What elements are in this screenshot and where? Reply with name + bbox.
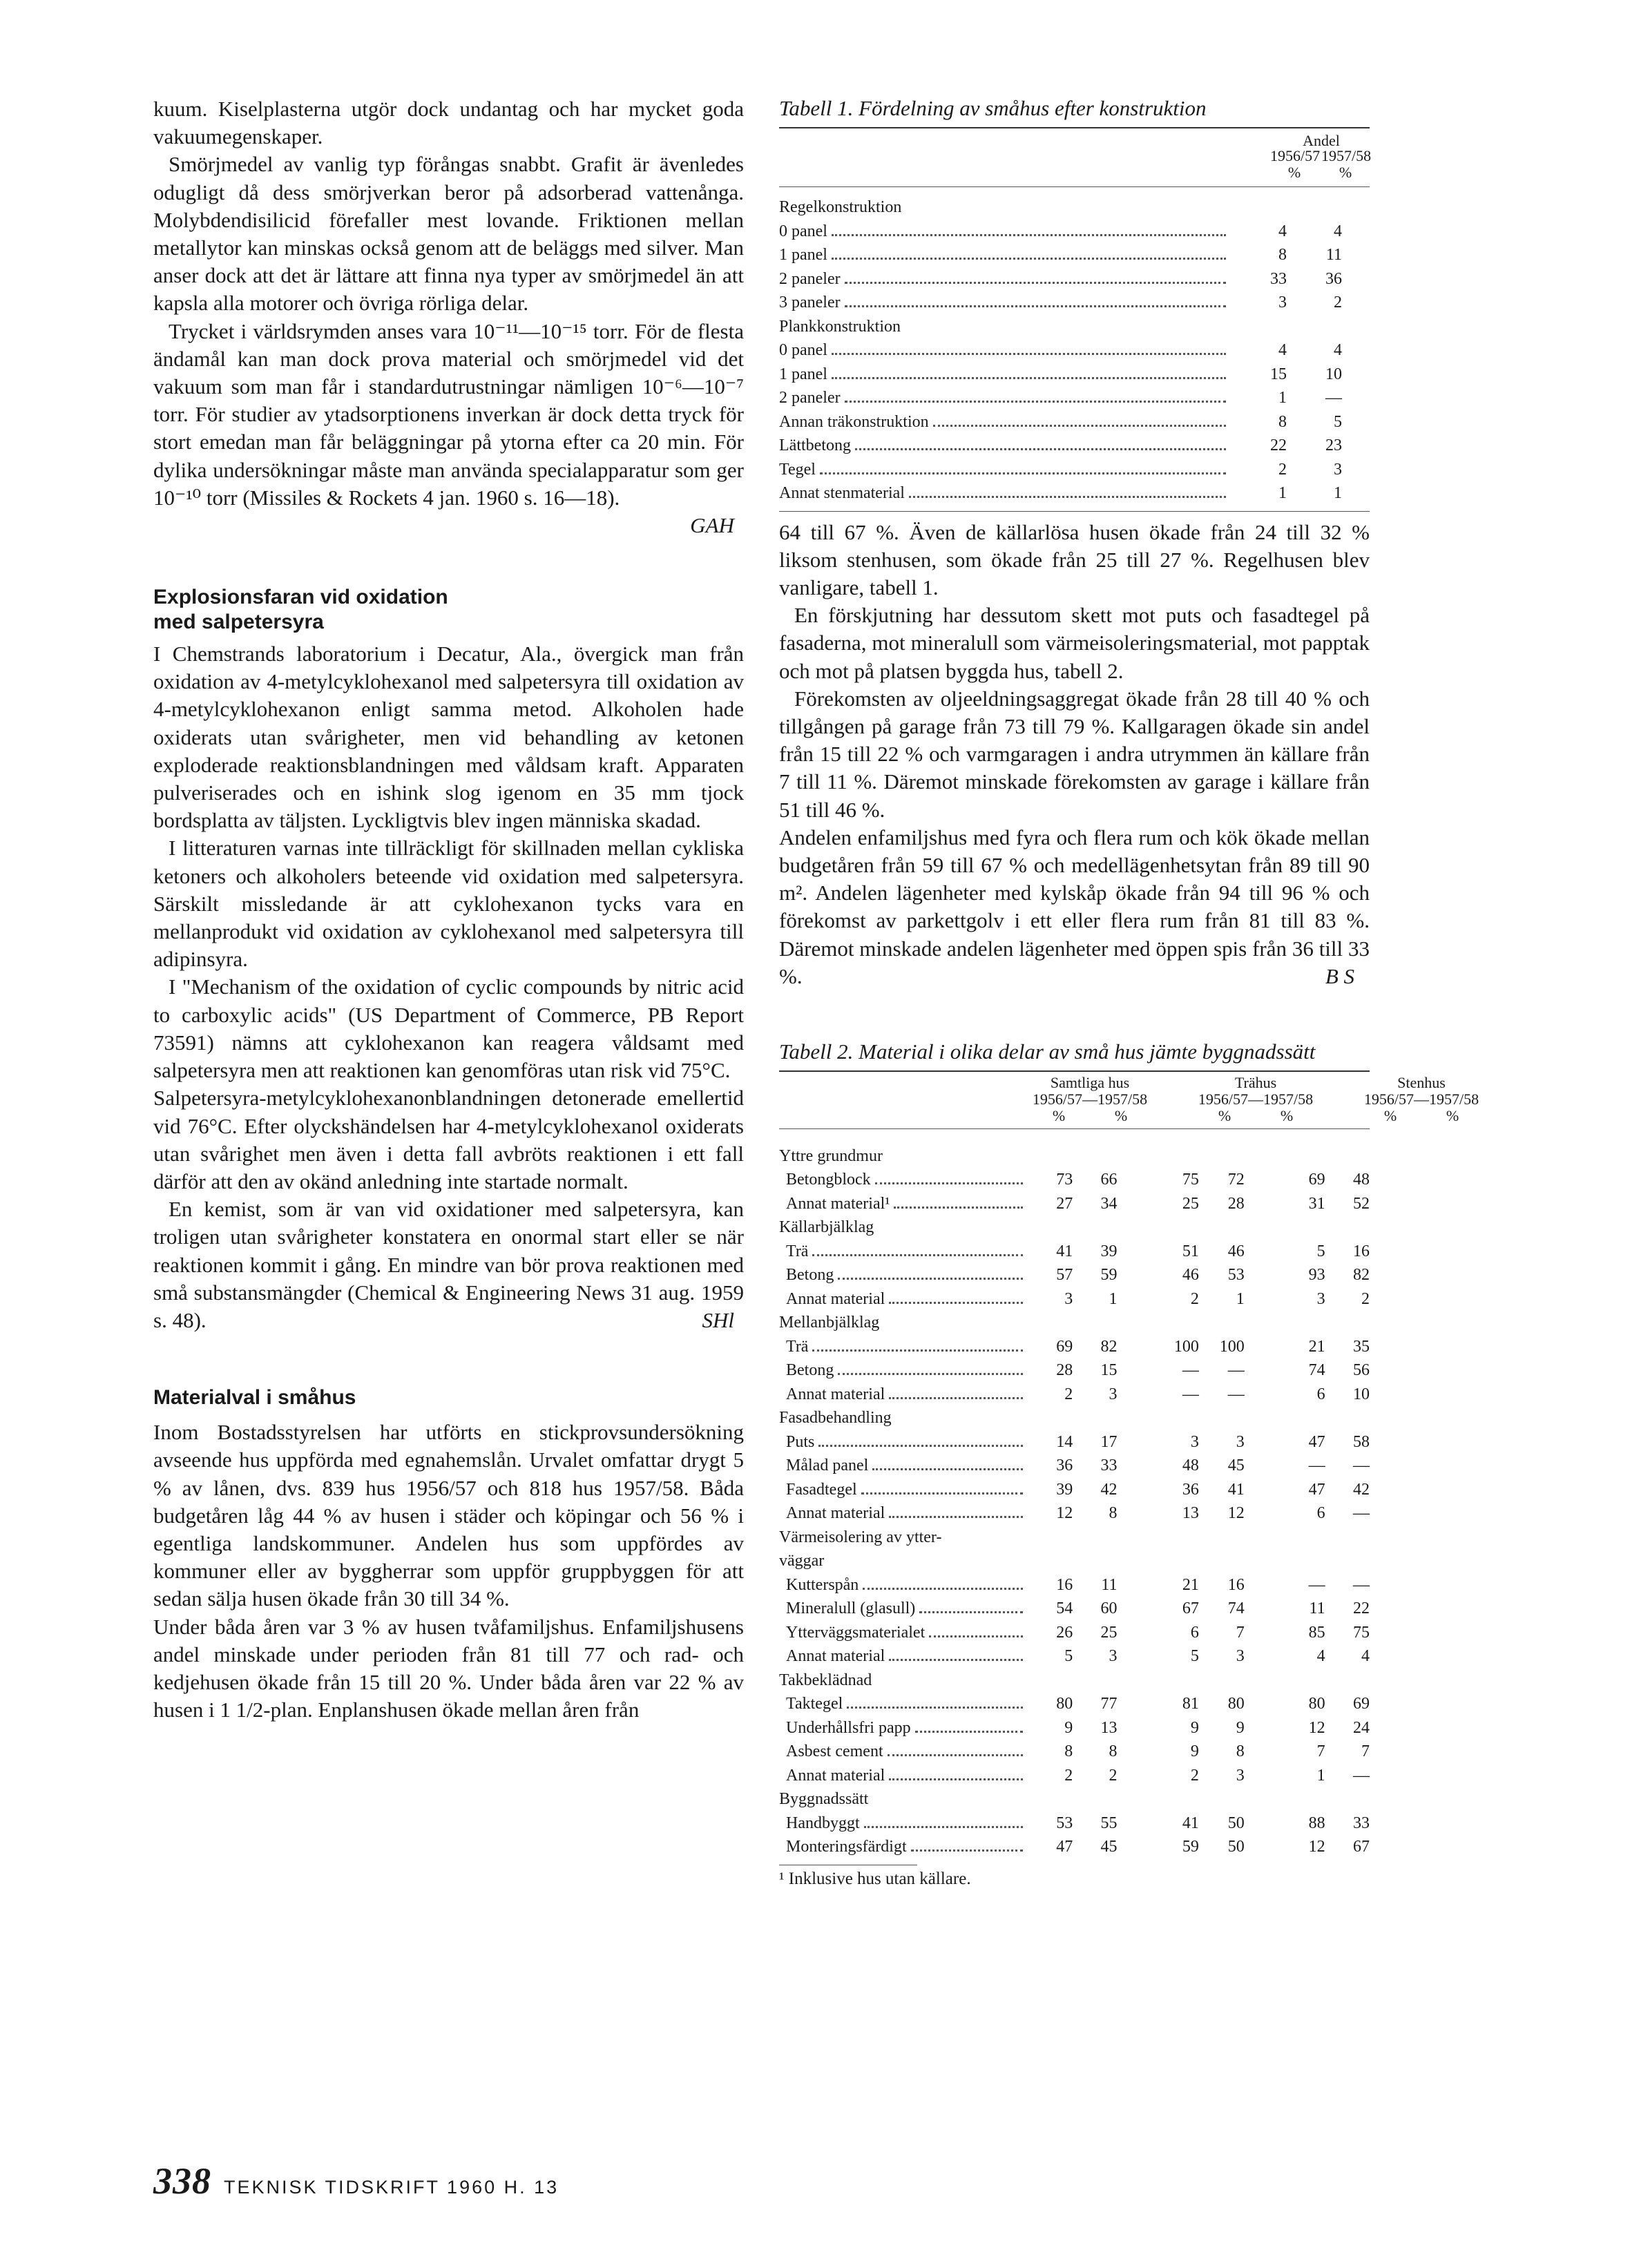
table-cell: 57 [1056, 1266, 1073, 1285]
table-row [779, 1240, 1370, 1264]
table-row [779, 1740, 1370, 1764]
table-cell: — [1182, 1361, 1199, 1380]
table-row [779, 1644, 1370, 1669]
table-cell: 11 [1325, 246, 1342, 264]
table-row-label: Kutterspån [786, 1575, 859, 1594]
table-cell: 74 [1227, 1599, 1245, 1618]
table-row [779, 1787, 1370, 1811]
table-cell: 100 [1219, 1337, 1245, 1356]
table-group-header: Trähus [1234, 1073, 1277, 1091]
table-row-label: Annat material [786, 1766, 885, 1785]
table-cell: 3 [1236, 1647, 1245, 1666]
table-row-label: Taktegel [786, 1695, 843, 1713]
table-cell: 1 [1278, 484, 1287, 502]
table-row-label: Annan träkonstruktion [779, 412, 929, 431]
table-cell: 5 [1316, 1242, 1325, 1260]
table-section-label: Källarbjälklag [779, 1218, 874, 1237]
table-header-year: 1956/57 [1270, 147, 1321, 164]
table-cell: — [1308, 1457, 1325, 1475]
table-cell: 15 [1100, 1361, 1118, 1380]
table-unit-header: % [1218, 1106, 1231, 1124]
table-row-label: Mineralull (glasull) [786, 1599, 916, 1618]
table-row [779, 220, 1370, 244]
table-cell: 10 [1353, 1385, 1370, 1403]
table-cell: 50 [1227, 1814, 1245, 1832]
page-number: 338 [153, 2160, 211, 2202]
table-unit-header: % [1280, 1106, 1294, 1124]
table-cell: 66 [1100, 1171, 1118, 1189]
table-row-label: Annat material [786, 1385, 885, 1403]
paragraph: 64 till 67 %. Även de källarlösa husen ökade från 24 till 32 % liksom stenhusen, som ökade från 25 till 27 %. Regelhusen blev vanligare, tabell 1. [779, 519, 1370, 599]
table-row [779, 1716, 1370, 1740]
table-cell: — [1353, 1575, 1370, 1594]
table-cell: 24 [1353, 1718, 1370, 1737]
table-cell: 42 [1353, 1480, 1370, 1499]
table-header-unit: % [1339, 164, 1352, 181]
table-cell: 28 [1056, 1361, 1073, 1380]
table-row [779, 1215, 1370, 1240]
table-cell: 4 [1278, 341, 1287, 359]
table-header [779, 128, 1370, 186]
table-row [779, 1764, 1370, 1788]
table-cell: 47 [1056, 1838, 1073, 1856]
table-cell: 5 [1190, 1647, 1199, 1666]
table-cell: 39 [1056, 1480, 1073, 1499]
table-cell: — [1182, 1385, 1199, 1403]
table-cell: 3 [1109, 1385, 1118, 1403]
paragraph: I litteraturen varnas inte tillräckligt för skillnaden mellan cykliska ketoners och alkoholers beteende vid oxidation med salpetersyra. Särskilt missledande är att cyklohexanon tycks vara en mellanprodukt vid oxidation av cyklohexanol med salpetersyra till adipinsyra. [153, 836, 744, 972]
paragraph: Trycket i världsrymden anses vara 10⁻¹¹—10⁻¹⁵ torr. För de flesta ändamål kan man dock prova material och smörjmedel vid det vakuum som man får i standardutrustningar nämligen 10⁻⁶—10⁻⁷ torr. För studier av ytadsorptionens inverkan är dock detta tryck för stort emedan man får beläggningar på ytorna efter ca 20 min. För dylika undersökningar måste man använda specialapparatur som ger 10⁻¹⁰ torr (Missiles & Rockets 4 jan. 1960 s. 16—18). [153, 318, 744, 510]
table-cell: 80 [1056, 1695, 1073, 1713]
table-row [779, 1835, 1370, 1859]
table-row [779, 1573, 1370, 1597]
table-group-header: Stenhus [1397, 1073, 1446, 1091]
table-cell: 16 [1353, 1242, 1370, 1260]
section-heading: Materialval i småhus [153, 1386, 356, 1410]
table-cell: 11 [1309, 1599, 1325, 1618]
table-section-label: Fasadbehandling [779, 1409, 892, 1428]
table-unit-header: % [1052, 1106, 1066, 1124]
table-cell: 9 [1236, 1718, 1245, 1737]
table-cell: 41 [1182, 1814, 1199, 1832]
table-row-label: Tegel [779, 460, 816, 479]
table-row-label: 0 panel [779, 341, 827, 359]
table-row [779, 1811, 1370, 1836]
table-cell: — [1308, 1575, 1325, 1594]
table-group-header: Samtliga hus [1050, 1073, 1130, 1091]
table-cell: 34 [1100, 1194, 1118, 1213]
table-cell: 12 [1308, 1718, 1325, 1737]
table-cell: 3 [1278, 294, 1287, 311]
table-cell: 74 [1308, 1361, 1325, 1380]
table-cell: 33 [1270, 269, 1287, 288]
table-cell: 15 [1270, 365, 1287, 383]
author-signature: B S [1325, 963, 1354, 988]
table-row [779, 1383, 1370, 1407]
table-cell: — [1227, 1361, 1245, 1380]
table-cell: 3 [1064, 1289, 1073, 1308]
table-row [779, 481, 1370, 506]
table-cell: 2 [1064, 1766, 1073, 1785]
table-row [779, 1597, 1370, 1621]
table-row [779, 1454, 1370, 1478]
table-cell: 41 [1056, 1242, 1073, 1260]
table-row [779, 1168, 1370, 1192]
table-cell: 2 [1278, 460, 1287, 479]
table-row-label: Betong [786, 1266, 834, 1285]
table-cell: 59 [1182, 1838, 1199, 1856]
table-cell: 8 [1109, 1504, 1118, 1523]
table-cell: 33 [1353, 1814, 1370, 1832]
table-cell: 6 [1316, 1385, 1325, 1403]
table-cell: 5 [1334, 412, 1342, 431]
paragraph: Inom Bostadsstyrelsen har utförts en stickprovsundersökning avseende hus uppförda med egnahemslån. Urvalet omfattar drygt 5 % av lånen, dvs. 839 hus 1956/57 och 818 hus 1957/58. Båda budgetåren låg 44 % av husen i städer och köpingar och 56 % i egentliga landskommuner. Andelen hus som uppfördes av kommuner eller av byggherrar som uppför gruppbyggen för att sedan sälja husen ökade från 30 till 34 %. [153, 1420, 744, 1611]
table-cell: 60 [1100, 1599, 1118, 1618]
table-row-label: Annat material [786, 1647, 885, 1666]
table-row [779, 363, 1370, 387]
table-row [779, 1621, 1370, 1645]
table-cell: 47 [1308, 1432, 1325, 1451]
table-cell: 85 [1308, 1623, 1325, 1642]
table-row-label: Asbest cement [786, 1742, 883, 1761]
table-cell: 11 [1101, 1575, 1118, 1594]
table-row [779, 1358, 1370, 1383]
table-row-label: Annat material [786, 1289, 885, 1308]
table-row-label: Annat material [786, 1504, 885, 1523]
table-cell: 23 [1325, 436, 1342, 454]
author-signature: GAH [690, 513, 734, 538]
table-cell: 9 [1190, 1742, 1199, 1761]
table-unit-header: % [1383, 1106, 1397, 1124]
table-cell: 69 [1056, 1337, 1073, 1356]
table-row-label: Annat material¹ [786, 1194, 890, 1213]
table-row [779, 410, 1370, 434]
table-cell: 2 [1190, 1766, 1199, 1785]
table-cell: 80 [1227, 1695, 1245, 1713]
table-section-label: Takbeklädnad [779, 1671, 872, 1689]
table-cell: 4 [1278, 222, 1287, 240]
table-cell: 36 [1325, 269, 1342, 288]
table-cell: 81 [1182, 1695, 1199, 1713]
table-cell: 28 [1227, 1194, 1245, 1213]
table-cell: 16 [1056, 1575, 1073, 1594]
table-unit-header: % [1114, 1106, 1128, 1124]
table-cell: 1 [1316, 1766, 1325, 1785]
table-cell: 69 [1353, 1695, 1370, 1713]
table-cell: 33 [1100, 1457, 1118, 1475]
table-cell: 50 [1227, 1838, 1245, 1856]
table-cell: 3 [1109, 1647, 1118, 1666]
table-cell: — [1227, 1385, 1245, 1403]
table-row-label: 3 paneler [779, 294, 841, 311]
table-row-label: Handbyggt [786, 1814, 860, 1832]
table-cell: 67 [1182, 1599, 1199, 1618]
table-row [779, 1669, 1370, 1693]
left-column [153, 95, 744, 1724]
table-header-year: 1957/58 [1321, 147, 1372, 164]
table-cell: 14 [1056, 1432, 1073, 1451]
table-cell: 48 [1182, 1457, 1199, 1475]
table-cell: 22 [1270, 436, 1287, 454]
table-years-header: 1956/57—1957/58 [1198, 1090, 1314, 1108]
paragraph: Andelen enfamiljshus med fyra och flera rum och kök ökade mellan budgetåren från 59 till 67 % och medellägenhetsytan från 89 till 90 m². Andelen lägenheter med kylskåp ökade från 94 till 96 % och förekomst av parkettgolv i ett eller flera rum från 81 till 83 %. Däremot minskade andelen lägenheter med öppen spis från 36 till 33 %. [779, 825, 1370, 988]
table-row-label: 1 panel [779, 365, 827, 383]
table-cell: 75 [1182, 1171, 1199, 1189]
table-header-unit: % [1287, 164, 1301, 181]
table-cell: 8 [1236, 1742, 1245, 1761]
table-section-label: väggar [779, 1552, 825, 1570]
table-cell: 9 [1190, 1718, 1199, 1737]
table-row-label: Monteringsfärdigt [786, 1838, 907, 1856]
table-cell: 25 [1100, 1623, 1118, 1642]
table-cell: 13 [1182, 1504, 1199, 1523]
table-header [779, 1072, 1479, 1128]
table-cell: 8 [1064, 1742, 1073, 1761]
table-cell: 3 [1236, 1766, 1245, 1785]
table-cell: 6 [1316, 1504, 1325, 1523]
table-row-label: Trä [786, 1242, 809, 1260]
table-cell: 22 [1353, 1599, 1370, 1618]
table-row [779, 267, 1370, 291]
table-row [779, 1263, 1370, 1287]
table-cell: 36 [1056, 1457, 1073, 1475]
table-cell: 45 [1227, 1457, 1245, 1475]
table-cell: 21 [1182, 1575, 1199, 1594]
table-cell: 1 [1236, 1289, 1245, 1308]
footnote: ¹ Inklusive hus utan källare. [779, 1869, 971, 1888]
table-row [779, 1144, 1370, 1169]
table-cell: 8 [1109, 1742, 1118, 1761]
table-row [779, 1478, 1370, 1502]
table-row [779, 386, 1370, 410]
table-years-header: 1956/57—1957/58 [1363, 1090, 1479, 1108]
table-cell: 35 [1353, 1337, 1370, 1356]
table [779, 1144, 1370, 1859]
table-cell: — [1353, 1766, 1370, 1785]
table-cell: 8 [1278, 412, 1287, 431]
table-cell: 7 [1316, 1742, 1325, 1761]
table-row-label: Betongblock [786, 1171, 871, 1189]
table-row [779, 1192, 1370, 1216]
table-cell: 2 [1361, 1289, 1370, 1308]
table-cell: 31 [1308, 1194, 1325, 1213]
table-title: Tabell 2. Material i olika delar av små hus jämte byggnadssätt [779, 1039, 1316, 1064]
table-cell: 27 [1056, 1194, 1073, 1213]
journal-name: TEKNISK TIDSKRIFT 1960 H. 13 [224, 2177, 559, 2198]
table-cell: 13 [1100, 1718, 1118, 1737]
table-row-label: Lättbetong [779, 436, 851, 454]
table-cell: 75 [1353, 1623, 1370, 1642]
table-row-label: Ytterväggsmaterialet [786, 1623, 926, 1642]
paragraph: Smörjmedel av vanlig typ förångas snabbt. Grafit är ävenledes odugligt då dess smörjverkan beror på adsorberad vattenånga. Molybdendisilicid förefaller mest lovande. Friktionen mellan metallytor kan minskas också genom att de beläggs med silver. Man anser dock att det är lättare att finna nya typer av smörjmedel än att kapsla alla motorer och övriga rörliga delar. [153, 152, 744, 316]
table-cell: 72 [1227, 1171, 1245, 1189]
table-cell: 4 [1334, 222, 1342, 240]
table-cell: 3 [1236, 1432, 1245, 1451]
table-row [779, 1311, 1370, 1335]
table-cell: 3 [1190, 1432, 1199, 1451]
table-cell: 93 [1308, 1266, 1325, 1285]
table-cell: — [1325, 389, 1342, 407]
table-header-andel: Andel [1303, 132, 1340, 149]
table-cell: 7 [1361, 1742, 1370, 1761]
table-cell: 56 [1353, 1361, 1370, 1380]
table-row [779, 243, 1370, 267]
table-row [779, 195, 1370, 220]
table-cell: 58 [1353, 1432, 1370, 1451]
table-cell: 53 [1227, 1266, 1245, 1285]
table-cell: 2 [1109, 1766, 1118, 1785]
paragraph: I "Mechanism of the oxidation of cyclic compounds by nitric acid to carboxylic acids" (US Department of Commerce, PB Report 73591) nämns att cyklohexanon kan reagera våldsamt med salpetersyra men att reaktionen kan genomföras utan risk vid 75°C. [153, 974, 744, 1083]
table-section-label: Yttre grundmur [779, 1146, 883, 1165]
table-cell: 3 [1334, 460, 1342, 479]
table-cell: 17 [1100, 1432, 1118, 1451]
table-row-label: Annat stenmaterial [779, 484, 905, 502]
table-cell: 59 [1100, 1266, 1118, 1285]
table-row [779, 1549, 1370, 1573]
table-cell: 48 [1353, 1171, 1370, 1189]
right-column [779, 95, 1479, 1890]
table-row [779, 338, 1370, 363]
table-cell: 6 [1190, 1623, 1199, 1642]
table-row-label: Fasadtegel [786, 1480, 857, 1499]
table-section-label: Plankkonstruktion [779, 317, 901, 336]
table-row-label: Trä [786, 1337, 809, 1356]
table-cell: 2 [1064, 1385, 1073, 1403]
table-cell: — [1353, 1504, 1370, 1523]
table-cell: 88 [1308, 1814, 1325, 1832]
table-row [779, 315, 1370, 339]
table-cell: 54 [1056, 1599, 1073, 1618]
page-footer [153, 2160, 559, 2202]
table-cell: 26 [1056, 1623, 1073, 1642]
table-cell: 100 [1173, 1337, 1199, 1356]
table-years-header: 1956/57—1957/58 [1032, 1090, 1148, 1108]
table-row [779, 1692, 1370, 1716]
table-cell: 52 [1353, 1194, 1370, 1213]
table-row [779, 1526, 1370, 1550]
table-cell: 36 [1182, 1480, 1199, 1499]
table-unit-header: % [1446, 1106, 1459, 1124]
section-heading: Explosionsfaran vid oxidation med salpetersyra [153, 586, 448, 634]
table-cell: 55 [1100, 1814, 1118, 1832]
table-cell: 41 [1227, 1480, 1245, 1499]
table-row [779, 434, 1370, 458]
table-section-label: Värmeisolering av ytter- [779, 1528, 942, 1546]
table-cell: 46 [1182, 1266, 1199, 1285]
table-cell: 12 [1308, 1838, 1325, 1856]
table-row [779, 291, 1370, 315]
table-cell: 4 [1334, 341, 1342, 359]
table-title: Tabell 1. Fördelning av småhus efter konstruktion [779, 96, 1207, 120]
table-cell: 1 [1109, 1289, 1118, 1308]
table-cell: 21 [1308, 1337, 1325, 1356]
table-cell: 53 [1056, 1814, 1073, 1832]
table-cell: 9 [1064, 1718, 1073, 1737]
paragraph: Förekomsten av oljeeldningsaggregat ökade från 28 till 40 % och tillgången på garage från 73 till 79 %. Kallgaragen ökade sin andel från 15 till 22 % och varmgaragen i andra utrymmen än källare från 7 till 11 %. Däremot minskade förekomsten av garage i källare från 51 till 46 %. [779, 686, 1370, 822]
table-row [779, 1335, 1370, 1359]
table [779, 195, 1370, 506]
table-cell: 80 [1308, 1695, 1325, 1713]
table-cell: 2 [1190, 1289, 1199, 1308]
paragraph: Under båda åren var 3 % av husen tvåfamiljshus. Enfamiljshusens andel minskade under perioden från 81 till 77 och rad- och kedjehusen ökade från 15 till 20 %. Under båda åren var 22 % av husen i 1 1/2-plan. Enplanshusen ökade mellan åren från [153, 1614, 744, 1722]
table-cell: 2 [1334, 294, 1342, 311]
table-cell: 25 [1182, 1194, 1199, 1213]
table-section-label: Byggnadssätt [779, 1790, 869, 1809]
paragraph: En kemist, som är van vid oxidationer med salpetersyra, kan troligen utan svårigheter konstatera en onormal start eller se när reaktionen kommit i gång. En mindre van bör prova reaktionen med små substansmängder (Chemical & Engineering News 31 aug. 1959 s. 48). [153, 1197, 744, 1332]
table-row-label: 2 paneler [779, 389, 841, 407]
table-section-label: Mellanbjälklag [779, 1314, 880, 1332]
table-cell: 73 [1056, 1171, 1073, 1189]
table-cell: 5 [1064, 1647, 1073, 1666]
table-cell: 4 [1316, 1647, 1325, 1666]
table-row [779, 1406, 1370, 1430]
table-cell: — [1353, 1457, 1370, 1475]
table-cell: 82 [1100, 1337, 1118, 1356]
table-cell: 47 [1308, 1480, 1325, 1499]
table-row-label: 2 paneler [779, 269, 841, 288]
table-row-label: 0 panel [779, 222, 827, 240]
table-cell: 3 [1316, 1289, 1325, 1308]
table-row-label: Puts [786, 1432, 815, 1451]
table-cell: 1 [1278, 389, 1287, 407]
table-row-label: Betong [786, 1361, 834, 1380]
table-cell: 82 [1353, 1266, 1370, 1285]
table-cell: 77 [1100, 1695, 1118, 1713]
table-cell: 69 [1308, 1171, 1325, 1189]
table-section-label: Regelkonstruktion [779, 198, 902, 216]
table-cell: 12 [1227, 1504, 1245, 1523]
paragraph: I Chemstrands laboratorium i Decatur, Ala., övergick man från oxidation av 4-metylcyklohexanol med salpetersyra till oxidation av 4-metylcyklohexanon enligt samma metod. Alkoholen hade oxiderats utan svårigheter, men vid behandling av ketonen exploderade reaktionsblandningen med våldsam kraft. Apparaten pulveriserades och en ishink slog igenom en 35 mm tjock bordsplatta av täljsten. Lyckligtvis blev ingen människa skadad. [153, 642, 744, 833]
table-cell: 46 [1227, 1242, 1245, 1260]
table-row [779, 1501, 1370, 1526]
table-row [779, 458, 1370, 482]
paragraph: En förskjutning har dessutom skett mot puts och fasadtegel på fasaderna, mot mineralull som värmeisoleringsmaterial, mot papptak och mot på platsen byggda hus, tabell 2. [779, 603, 1370, 683]
table-cell: 51 [1182, 1242, 1199, 1260]
table-cell: 67 [1353, 1838, 1370, 1856]
table-row-label: 1 panel [779, 246, 827, 264]
table-cell: 45 [1100, 1838, 1118, 1856]
paragraph: kuum. Kiselplasterna utgör dock undantag och har mycket goda vakuumegenskaper. [153, 97, 744, 149]
table-cell: 4 [1361, 1647, 1370, 1666]
table-row-label: Målad panel [786, 1457, 869, 1475]
table-cell: 7 [1236, 1623, 1245, 1642]
author-signature: SHl [702, 1308, 734, 1333]
table-cell: 16 [1227, 1575, 1245, 1594]
table-row [779, 1287, 1370, 1311]
table-row-label: Underhållsfri papp [786, 1718, 911, 1737]
table-cell: 39 [1100, 1242, 1118, 1260]
table-cell: 12 [1056, 1504, 1073, 1523]
table-row [779, 1430, 1370, 1454]
table-cell: 1 [1334, 484, 1342, 502]
paragraph: Salpetersyra-metylcyklohexanonblandningen detonerade emellertid vid 76°C. Efter olyckshändelsen har 4-metylcyklohexanol oxiderats utan svårighet men även i detta fall avbröts reaktionen i ett fall därför att den av okänd anledning inte startade normalt. [153, 1086, 744, 1193]
table-cell: 42 [1100, 1480, 1118, 1499]
table-cell: 8 [1278, 246, 1287, 264]
table-cell: 10 [1325, 365, 1342, 383]
